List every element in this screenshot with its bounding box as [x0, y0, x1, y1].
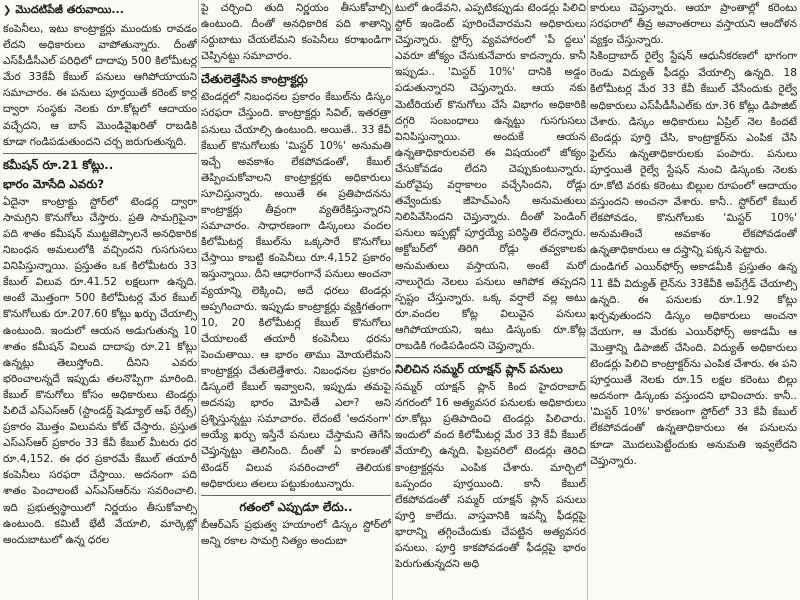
column-divider — [392, 0, 393, 600]
subheading: చేతులెత్తేసిన కాంట్రాక్టర్లు — [201, 72, 308, 87]
paragraph: టులో ఉండేవని, ఎప్పటికప్పుడు టెండర్లు పిలిచి స్టోర్ ఇండెంట్ పూరించేవారమని అధికారులు చెప్తున్నారు. స్టోర్స్ వ్యవహారంలో 'పీ ద్దలు' ఎవరూ జోక్యం చేసుకునేవారు కాదన్నారు. కానీ ఇప్పుడు.. 'మిస్టర్ 10%' దానికి అడ్డం పడుతున్నారని చెప్తున్నారు. ఆయ నకు మెటీరియల్ కొనుగోలు చేసే విభాగం అధికారికి దగ్గరి సంబంధాలు ఉన్నట్టు గుసగుసలు వినిపిస్తున్నాయి. అందుకే ఆయన ఉన్నతాధికారులవలె ఈ విషయంలో జోక్యం చేసుకోవడం లేదని చెప్పుకుంటున్నారు. మరోవైపు వర్షాకాలం వచ్చేసిందని, రోడ్లు తవ్వేందుకు జీహెచ్‌ఎంసీ అనుమతులు నిలిపివేసిందని చెప్తున్నారు. దీంతో పెండింగ్ పనులు ఇప్పట్లో పూర్తయ్యే పరిస్థితి లేదన్నారు. అక్టోబర్‌లో తిరిగి రోడ్లు తవ్వకాలకు అనుమతులు వస్తాయని, అంటే మరో నాలుగైదు నెలలు పనులు ఆగిపోక తప్పదని స్పష్టం చేస్తున్నారు. ఒక్క వర్షాలే వల్ల అటు రూ.వందల కోట్ల విలువైన పనులు ఆగిపోయాయని, ఇటు డిస్కంకు రూ.కోట్ల రాబడికి గండిపడిందని చెప్తున్నారు. — [395, 2, 586, 352]
divider — [395, 357, 586, 358]
bullet-text: సికింద్రాబాద్ రైల్వే స్టేషన్ ఆధునీకరణలో భాగంగా రెండు విద్యుత్ ఫీడర్లు వేయాల్సి ఉన్నది. 18 కిలోమీటర్ల మేర 33 కేవీ కేబుల్ వేసేందుకు రైల్వే అధికారులు ఎస్‌పీడీసీఎల్‌కు రూ.36 కోట్లు డిపాజిట్ చేశారు. డిస్కం అధికారులు ఏప్రిల్ నెల కిందటే టెండర్లు పూర్తి చేసి, కాంట్రాక్టర్‌ను ఎంపిక చేసి ఫైల్‌ను ఉన్నతాధికారులకు పంపారు. పనులు పూర్తయితే రైల్వే స్టేషన్ నుంచి డిస్కంకు నెలకు రూ.కోటి వరకు కరెంటు బిల్లుల రూపంలో ఆదాయం వస్తుందని అంచనా వేశారు. కానీ.. స్టోర్‌లో కేబుల్ లేకపోవడం, కొనుగోలుకు 'మిస్టర్ 10%' అనుమతించే అవకాశం లేకపోవడంతో ఉన్నతాధికారులు ఆ దస్త్రాన్ని పక్కన పెట్టారు. — [590, 50, 797, 257]
divider — [3, 153, 197, 154]
divider — [201, 495, 391, 496]
continuation-header — [3, 2, 197, 19]
subheading: నిలిచిన సమ్మర్ యాక్షన్ ప్లాన్ పనులు — [395, 362, 563, 377]
subheading: గతంలో ఎప్పుడూ లేదు.. — [239, 499, 353, 514]
column-divider — [198, 0, 199, 600]
bullet-item — [590, 259, 797, 469]
paragraph: బీఆర్‌ఎస్ ప్రభుత్వ హయాంలో డిస్కం స్టోర్‌లో అన్ని రకాల సామగ్రి నిత్యం అందుబా — [201, 518, 391, 547]
paragraph: కంపెనీలు, ఇటు కాంట్రాక్టర్లు ముందుకు రావడం లేదని అధికారులు వాపోతున్నారు. దీంతో ఎస్‌పీడీసీఎల్ పరిధిలో దాదాపు 500 కిలోమీటర్ల మేర 33కేవీ కేబుల్ పనులు ఆగిపోయాయని సమాచారం. ఈ పనులు పూర్తయితే కరెంట్ కార్ల ద్వారా సంస్థకు నెలకు రూ.కోట్లలో ఆదాయం వచ్చేదని, ఆ బాస్ మొండివైఖరితో రాబడికి కూడా గండిపడుతుందని చర్చ జరుగుతున్నది. — [3, 23, 197, 148]
column-2 — [201, 0, 391, 600]
paragraph: టెండర్లలో నిబంధనల ప్రకారం కేబుల్‌ను డిస్కం సరఫరా చేస్తుంది. కాంట్రాక్టర్లు సివిల్, ఇతరత్రా పనులు చేయాల్సి ఉంటుంది. అయితే.. 33 కేవీ కేబుల్ కొనుగోలుకు 'మిస్టర్ 10%' అనుమతి ఇచ్చే అవకాశం లేకపోవడంతో, కేబుల్ తెప్పించుకోవాలని కాంట్రాక్టర్లకు అధికారులు సూచిస్తున్నారు. అయితే ఈ ప్రతిపాదనను కాంట్రాక్టర్లు తీవ్రంగా వ్యతిరేకిస్తున్నారని సమాచారం. సాధారణంగా డిస్కంలు వందల కిలోమీటర్ల కేబుల్‌ను ఒక్కసారే కొనుగోలు చేస్తాయి కాబట్టి కంపెనీలు రూ.4,152 ప్రకారం ఇస్తున్నాయి. దీని ఆధారంగానే పనులు అంచనా వ్యయాన్ని లెక్కించి, అదే ధరలు టెండర్లు అప్పగించారు. ఇప్పుడు కాంట్రాక్టర్లు వ్యక్తిగతంగా 10, 20 కిలోమీటర్ల కేబుల్ కొనుగోలు చేయాలంటే తయారీ కంపెనీలు ధరను పెంచుతాయి. ఆ భారం తాము మోయలేమని కాంట్రాక్టర్లు చేతులెత్తేశారు. నిబంధనల ప్రకారం డిస్కంలే కేబుల్ ఇవ్వాలని, ఇప్పుడు తమపై అదనపు భారం మోపితే ఎలా? అని ప్రశ్నిస్తున్నట్టు సమాచారం. లేదంటే 'అదనంగా' అయ్యే ఖర్చు ఇస్తేనే పనులు చేస్తామని తెగేసి చెప్తున్నట్టు తెలిసింది. దీంతో ఏ కారణంతో టెండర్ విలువ సవరించాలో తెలియక అధికారులు తలలు పట్టుకుంటున్నారు. — [201, 91, 391, 490]
column-divider — [587, 0, 588, 600]
subheading: కమీషన్ రూ.21 కోట్లు.. — [3, 157, 114, 172]
arrow-icon: ❯ — [3, 5, 12, 16]
paragraph: కారులు చెప్తున్నారు. ఆయా ప్రాంతాల్లో కరెంటు సరఫరాలో తీవ్ర అవాంతరాలు వస్తాయని ఆందోళన వ్యక్తం చేస్తున్నారు. — [590, 2, 797, 47]
subheading: భారం మోసేది ఎవరు? — [3, 176, 105, 191]
bullet-text: దుండిగల్ ఎయిర్‌ఫోర్స్ అకాడమీకి ప్రస్తుతం ఉన్న 11 కేవీ విద్యుత్ లైన్‌ను 33కేవీకి అప్‌గ్రేడ్ చేయాల్సి ఉన్నది. ఈ పనులకు రూ.1.92 కోట్లు ఖర్చవుతుందని డిస్కం అధికారులు అంచనా వేయగా, ఆ మేరకు ఎయిర్‌ఫోర్స్ అకాడమీ ఆ మొత్తాన్ని డిపాజిట్ చేసింది. విద్యుత్ అధికారులు టెండర్లు పిలిచి కాంట్రాక్టర్‌ను ఎంపిక చేశారు. ఈ పని పూర్తయితే నెలకు రూ.15 లక్షల కరెంటు బిల్లు అదనంగా డిస్కంకు వస్తుందని భావించారు. కానీ.. 'మిస్టర్ 10%' కారణంగా స్టోర్‌లో 33 కేవీ కేబుల్ లేకపోవడంతో ఉన్నతాధికారులు ఈ పనులను కూడా మొదలుపెట్టేందుకు అనుమతి ఇవ్వలేదని చెప్తున్నారు. — [590, 260, 797, 467]
continuation-header-text: మొదటిపేజీ తరువాయి... — [15, 3, 124, 16]
column-4 — [590, 0, 797, 600]
paragraph: ఏదైనా కాంట్రాక్టు స్టోర్‌లో టెండర్ల ద్వారా సామగ్రిని కొనుగోలు చేస్తారు. ప్రతి సామగ్రిపైనా పది శాతం కమీషన్ ముట్టజెప్పాలనే అనధికారిక నిబంధన అమలులోకి వచ్చిందని గుసగుసలు వినిపిస్తున్నాయి. ప్రస్తుతం ఒక కిలోమీటరు 33 కేబుల్ విలువ రూ.41.52 లక్షలుగా ఉన్నది. అంటే మొత్తంగా 500 కిలోమీటర్ల మేర కేబుల్ కొనుగోలుకు రూ.207.60 కోట్లు ఖర్చు చేయాల్సి ఉంటుంది. ఇందులో ఆయన అడుగుతున్న 10 శాతం కమీషన్ విలువ దాదాపు రూ.21 కోట్లు ఉన్నట్లు తెలుస్తోంది. దీనిని ఎవరు భరించాలన్నదే ఇప్పుడు తలనొప్పిగా మారింది. కేబుల్ కొనుగోలు కోసం అధికారులు టెండర్లు పిలిచే ఎస్‌ఎస్‌ఆర్ (స్టాండర్డ్ షెడ్యూల్ ఆఫ్ రేట్స్) ప్రకారం మొత్తం విలువను కోట్ చేస్తారు. ప్రస్తుత ఎస్‌ఎస్‌ఆర్ ప్రకారం 33 కేవీ కేబుల్ మీటరు ధర రూ.4,152. ఈ ధర ప్రకారమే కేబుల్ తయారీ కంపెనీలు సరఫరా చేస్తాయి. అదనంగా పది శాతం పెంచాలంటే ఎస్‌ఎస్‌ఆర్‌ను సవరించాలి. ఇది ప్రభుత్వస్థాయిలో నిర్ణయం తీసుకోవాల్సి ఉంటుంది. కమిటీ భేటీ వేయాలి, మార్కెట్లో అందుబాటులో ఉన్న ధరల — [3, 195, 197, 546]
paragraph: సమ్మర్ యాక్షన్ ప్లాన్ కింద హైదరాబాద్ నగరంలో 16 అత్యవసర పనులకు అధికారులు రూ.కోట్లు ప్రతిపాదించి టెండర్లు పిలిచారు. ఇందులో వంద కిలోమీటర్ల మేర 33 కేవీ కేబుల్ వేయాల్సి ఉన్నది. ఫిబ్రవరిలో టెండర్లు తెరిచి కాంట్రాక్టర్లను ఎంపిక చేశారు. మార్చిలో ఒప్పందం పూర్తయింది. కానీ కేబుల్ లేకపోవడంతో సమ్మర్ యాక్షన్ ప్లాన్ పనులు పూర్తి కాలేదు. వాస్తవానికి ఇవన్నీ ఫీడర్లపై భారాన్ని తగ్గించేందుకు చేపట్టిన అత్యవసర పనులు. పూర్తి కాకపోవడంతో ఫీడర్లపై భారం పెరుగుతున్నదని అధి — [395, 381, 586, 571]
column-3 — [395, 0, 586, 600]
divider — [201, 67, 391, 68]
paragraph: పై చర్చించి తుది నిర్ణయం తీసుకోవాల్సి ఉంటుంది. దీంతో అనధికారిక పది శాతాన్ని సర్దుబాటు చేయలేమని కంపెనీలు కరాఖండిగా చెప్పినట్టు సమాచారం. — [201, 2, 391, 63]
column-1 — [3, 0, 197, 600]
bullet-item — [590, 48, 797, 258]
